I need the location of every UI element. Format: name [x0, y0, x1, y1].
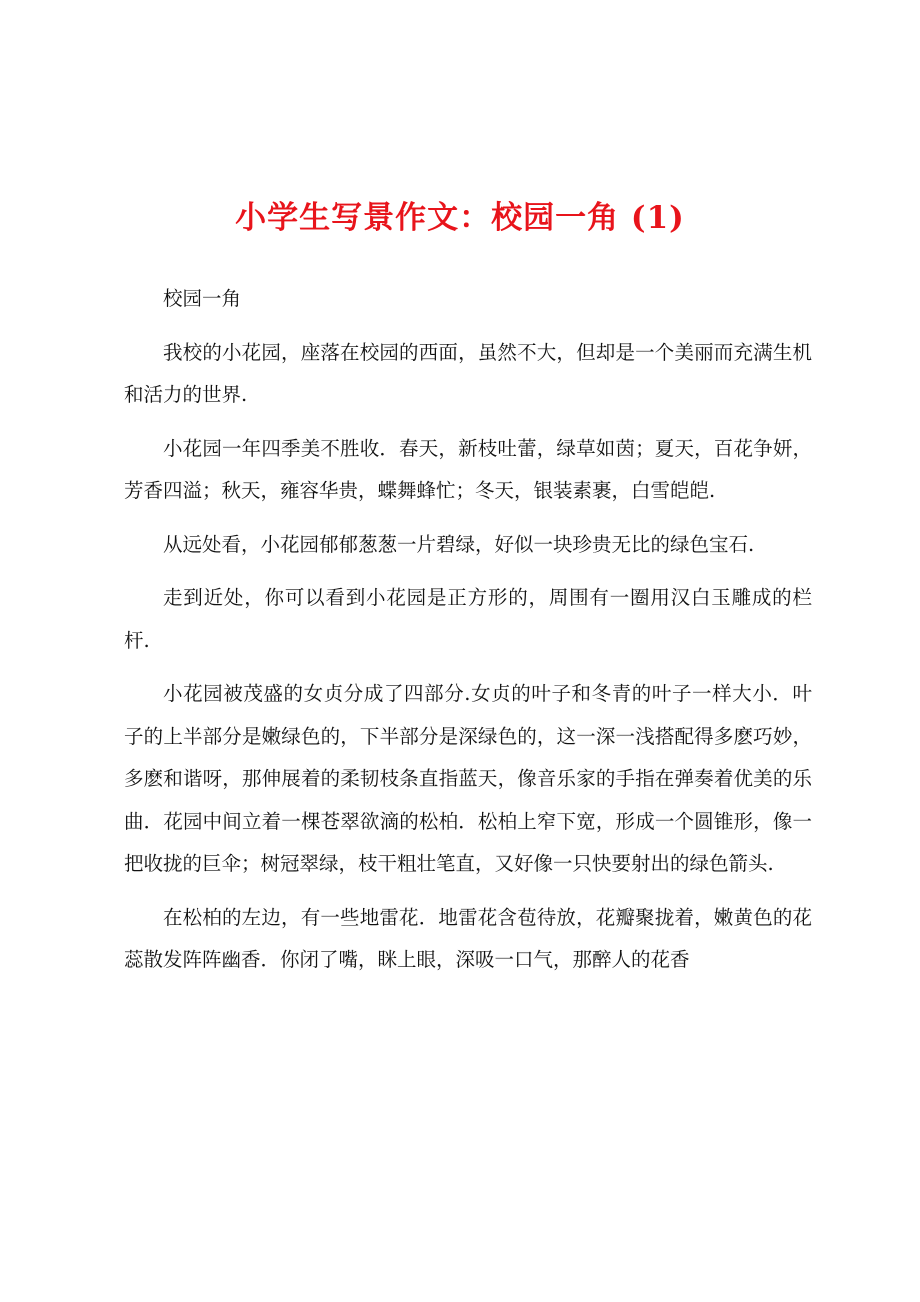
article-body [124, 278, 812, 993]
paragraph: 从远处看，小花园郁郁葱葱一片碧绿，好似一块珍贵无比的绿色宝石. [163, 532, 755, 556]
paragraph: 小花园一年四季美不胜收．春天，新枝吐蕾，绿草如茵；夏天，百花争妍，芳香四溢；秋天，雍容华贵，蝶舞蜂忙；冬天，银装素裹，白雪皑皑. [124, 436, 812, 502]
paragraph: 校园一角 [163, 287, 242, 310]
paragraph: 走到近处，你可以看到小花园是正方形的，周围有一圈用汉白玉雕成的栏杆. [124, 586, 812, 652]
page-title: 小学生写景作文：校园一角 (1) [235, 200, 685, 236]
paragraph: 小花园被茂盛的女贞分成了四部分.女贞的叶子和冬青的叶子一样大小．叶子的上半部分是嫩绿色的，下半部分是深绿色的，这一深一浅搭配得多麽巧妙，多麽和谐呀，那伸展着的柔韧枝条直指蓝天，像音乐家的手指在弹奏着优美的乐曲．花园中间立着一棵苍翠欲滴的松柏．松柏上窄下宽，形成一个圆锥形，像一把收拢的巨伞；树冠翠绿，枝干粗壮笔直，又好像一只快要射出的绿色箭头. [124, 682, 812, 875]
paragraph: 我校的小花园，座落在校园的西面，虽然不大，但却是一个美丽而充满生机和活力的世界. [124, 340, 812, 406]
paragraph: 在松柏的左边，有一些地雷花．地雷花含苞待放，花瓣聚拢着，嫩黄色的花蕊散发阵阵幽香．你闭了嘴，眯上眼，深吸一口气，那醉人的花香 [124, 905, 812, 971]
